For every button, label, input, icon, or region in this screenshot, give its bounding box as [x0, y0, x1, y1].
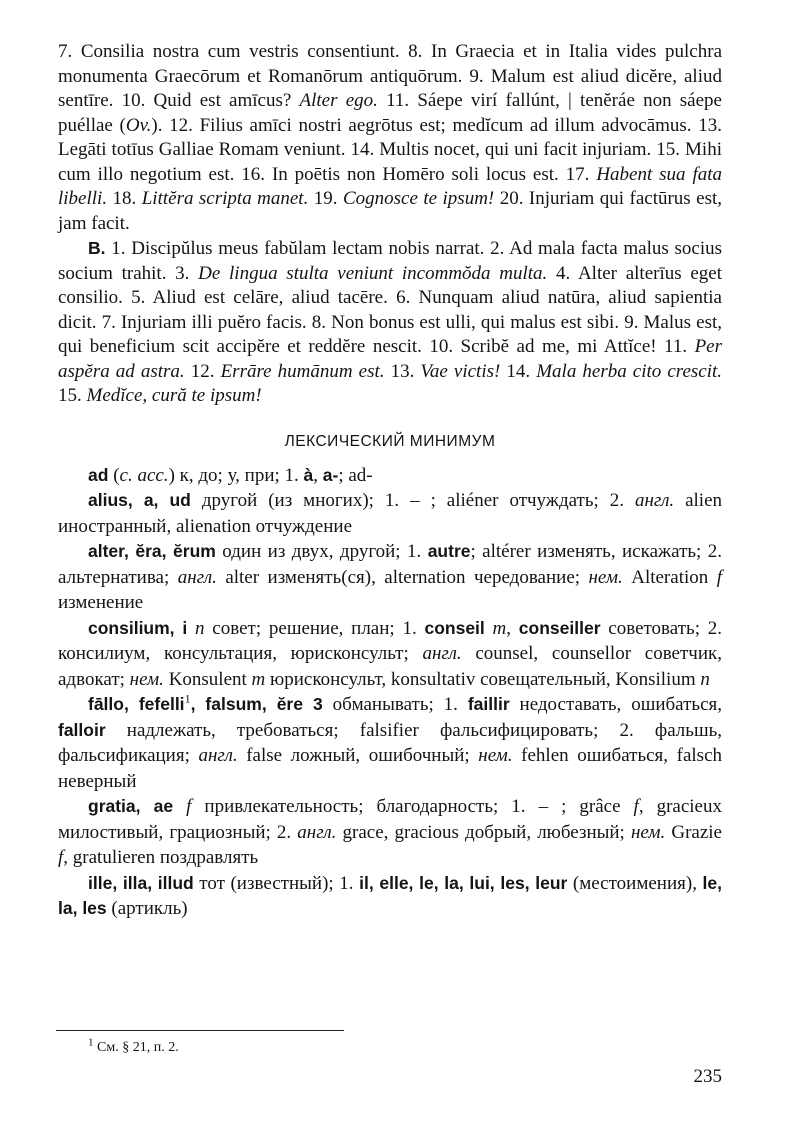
footnote-text: См. § 21, п. 2.	[97, 1040, 179, 1055]
text-run: alius, a, ud	[88, 490, 191, 510]
text-run: m	[251, 668, 266, 690]
text-run: 20. Injuriam qui factūrus est, jam facit.	[58, 188, 722, 234]
text-run: 11. Sáepe virí fallúnt, | tenĕráe non sáepe puéllae (	[58, 90, 722, 136]
text-run: нем.	[129, 668, 164, 690]
text-run: fāllo, fefelli	[88, 694, 185, 714]
text-run: consilium, i	[88, 617, 188, 638]
text-run: alter, ĕra, ĕrum	[88, 541, 216, 561]
text-run: , gracieux милостивый, грациозный; 2.	[58, 796, 722, 843]
text-run: нем.	[630, 821, 666, 843]
text-run: m	[492, 617, 507, 639]
text-run: один из двух, другой; 1.	[215, 541, 428, 562]
text-run: ad	[88, 464, 109, 485]
text-run: alter изменять(ся), alternation чередование;	[216, 566, 589, 588]
text-run: faillir	[467, 694, 510, 714]
text-run: falloir	[58, 719, 106, 740]
text-run: f	[716, 566, 722, 588]
text-run: 12.	[184, 360, 221, 382]
vocabulary-entry	[58, 488, 722, 539]
text-run: англ.	[177, 566, 217, 588]
text-run: Medĭce, cură te ipsum!	[86, 385, 262, 406]
text-run: Ov.	[125, 114, 152, 136]
vocabulary-entry	[58, 539, 722, 616]
text-run: 4. Alter alterīus eget consilio. 5. Aliud est celāre, aliud tacēre. 6. Nunquam aliud natūra, aliud sapientia dicit. 7. Injuriam illi puĕro facis. 8. Non bonus est ulli, qui malus est sibi. 9. Malus est, qui beneficium scit accipĕre et reddĕre nescit. 10. Scribĕ ad me, mi Attĭce! 11.	[58, 262, 723, 357]
text-run: ,	[506, 617, 519, 639]
text-run: De lingua stulta veniunt incommŏda multa.	[198, 262, 548, 284]
vocabulary-entry	[58, 463, 722, 489]
text-run: false ложный, ошибочный;	[237, 745, 479, 766]
text-run: f	[186, 796, 192, 817]
text-run: 1. Discipŭlus meus fabŭlam lectam nobis narrat. 2. Ad mala facta malus socius socium trahit. 3.	[58, 238, 722, 284]
text-run: англ.	[198, 745, 238, 766]
text-run: autre	[427, 541, 471, 561]
text-run: ). 12. Filius amīci nostri aegrōtus est; medĭcum ad illum advocāmus. 13. Legāti totīus Galliae Romam veniunt. 14. Multis nocet, qui uni facit injuriam. 15. Mihi cum illo negotium est. 16. In poētis non Homēro soli locus est. 17.	[58, 114, 722, 185]
text-run: c. acc.	[119, 464, 169, 486]
text-run: другой (из многих); 1. – ; aliéner отчуждать; 2.	[190, 490, 635, 511]
text-run: Vae victis!	[420, 360, 501, 382]
text-run: f	[633, 796, 639, 817]
text-run: (местоимения),	[567, 872, 703, 894]
text-run: 18.	[107, 188, 142, 209]
text-run: alien иностранный, alienation отчуждение	[58, 490, 722, 537]
exercise-b-text	[58, 236, 722, 409]
text-run: англ.	[297, 821, 337, 843]
page-number: 235	[693, 1066, 722, 1087]
text-run: Errāre humānum est.	[220, 360, 385, 382]
text-run	[173, 796, 186, 817]
text-run	[187, 618, 195, 639]
text-run: изменение	[58, 592, 144, 613]
vocabulary-entry	[58, 794, 722, 871]
text-run: 19.	[308, 188, 343, 209]
page-body	[58, 40, 722, 922]
text-run: недоставать, ошибаться,	[509, 694, 722, 715]
text-run: нем.	[588, 566, 623, 588]
text-run: grace, gracious добрый, любезный;	[336, 821, 631, 843]
text-run: Konsulent	[163, 668, 252, 690]
text-run: conseil	[424, 617, 485, 638]
text-run: gratia, ae	[88, 796, 174, 816]
vocabulary-list	[58, 463, 722, 922]
text-run: совет; решение, план; 1.	[204, 617, 425, 639]
text-run: (артикль)	[106, 898, 188, 919]
text-run: ; ad-	[338, 464, 373, 486]
text-run: советовать; 2. консилиум, консультация, юрисконсульт;	[58, 617, 722, 664]
text-run: Alteration	[622, 566, 717, 588]
vocabulary-entry	[58, 871, 722, 922]
text-run: , gratulieren поздравлять	[63, 847, 259, 868]
vocabulary-entry	[58, 616, 722, 693]
footnote-mark: 1	[88, 1036, 94, 1049]
text-run: ille, illa, illud	[88, 872, 194, 893]
footnote	[88, 1036, 179, 1056]
text-run: à	[303, 464, 314, 485]
text-run	[485, 618, 493, 639]
text-run: ) к, до; у, при; 1.	[168, 464, 304, 486]
text-run: 15.	[58, 385, 87, 406]
vocabulary-entry	[58, 692, 722, 794]
text-run: (	[108, 464, 120, 486]
text-run: n	[195, 617, 205, 639]
text-run: привлекательность; благодарность; 1. – ; grâce	[191, 796, 634, 817]
text-run: англ.	[422, 643, 462, 664]
text-run: f	[58, 847, 64, 868]
text-run: Habent sua fata libelli.	[58, 163, 723, 209]
text-run: 7. Consilia nostra cum vestris consentiunt. 8. In Graecia et in Italia vides pulchra monumenta Graecōrum et Romanōrum antiquōrum. 9. Malum est aliud dicĕre, aliud sentīre. 10. Quid est amīcus?	[58, 41, 722, 111]
section-heading: ЛЕКСИЧЕСКИЙ МИНИМУМ	[284, 432, 496, 450]
text-run: нем.	[478, 745, 513, 766]
text-run: B.	[88, 238, 106, 258]
footnote-rule	[56, 1030, 344, 1031]
text-run: Cognosce te ipsum!	[342, 188, 495, 209]
text-run: обманывать; 1.	[322, 694, 468, 715]
text-run: ,	[313, 464, 323, 486]
text-run: тот (известный); 1.	[193, 872, 360, 894]
footnote-ref: 1	[184, 691, 191, 706]
text-run: надлежать, требоваться; falsifier фальсифицировать; 2. фальшь, фальсификация;	[58, 719, 722, 766]
text-run: il, elle, le, la, lui, les, leur	[359, 872, 568, 893]
text-run: fehlen ошибаться, falsch неверный	[58, 745, 723, 792]
text-run: 14.	[500, 360, 537, 382]
text-run: Alter ego.	[299, 90, 378, 111]
exercise-a-text	[58, 40, 722, 236]
text-run: Grazie	[665, 821, 722, 843]
text-run: conseiller	[518, 617, 601, 638]
text-run: , falsum, ĕre 3	[190, 694, 323, 714]
text-run: англ.	[634, 490, 675, 511]
text-run: Per aspĕra ad astra.	[58, 336, 722, 382]
text-run: 13.	[384, 360, 421, 382]
text-run: ; altérer изменять, искажать; 2. альтернатива;	[58, 541, 722, 588]
text-run: Littĕra scripta manet.	[141, 188, 309, 209]
text-run: Mala herba cito crescit.	[536, 360, 723, 382]
text-run: counsel, counsellor советчик, адвокат;	[58, 643, 722, 690]
text-run: le, la, les	[58, 872, 722, 918]
text-run: n	[700, 668, 710, 690]
text-run: a-	[322, 464, 339, 485]
text-run: юрисконсульт, konsultativ совещательный, Konsilium	[265, 668, 701, 690]
